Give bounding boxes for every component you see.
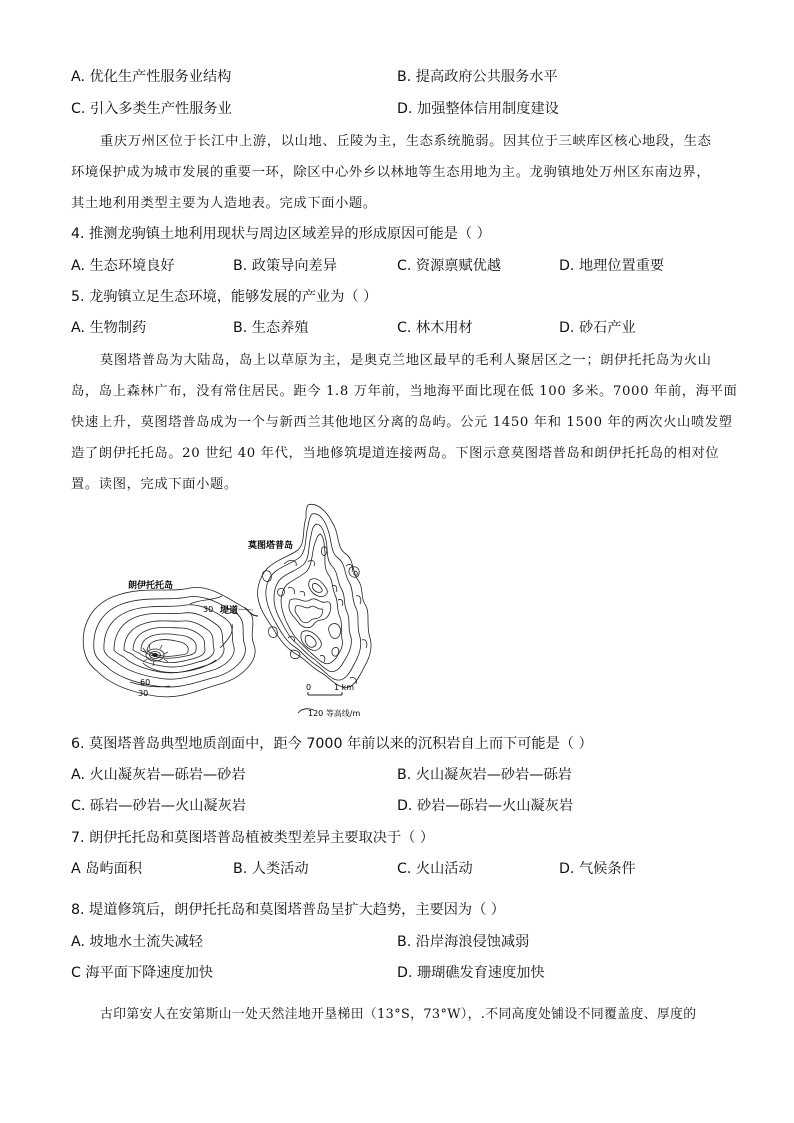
q5-option-b: B. 生态养殖 bbox=[233, 320, 309, 336]
passage2-line3: 快速上升，莫图塔普岛成为一个与新西兰其他地区分离的岛屿。公元 1450 年和 1500 年的两次火山喷发塑 bbox=[71, 415, 733, 430]
label-rangitoto: 朗伊托托岛 bbox=[128, 581, 174, 591]
q3-option-c: C. 引入多类生产性服务业 bbox=[71, 101, 232, 117]
q5-stem: 5. 龙驹镇立足生态环境，能够发展的产业为（ ） bbox=[71, 289, 378, 305]
q8-option-b: B. 沿岸海浪侵蚀减弱 bbox=[397, 934, 530, 950]
q4-option-c: C. 资源禀赋优越 bbox=[397, 258, 502, 274]
q7-stem: 7. 朗伊托托岛和莫图塔普岛植被类型差异主要取决于（ ） bbox=[71, 830, 435, 846]
contour-label-30-top: 30 bbox=[203, 605, 214, 614]
scale-zero-label: 0 bbox=[306, 683, 312, 692]
label-causeway: 堤道 bbox=[220, 606, 239, 616]
legend-label: 120 等高线/m bbox=[308, 709, 361, 718]
q7-option-c: C. 火山活动 bbox=[397, 861, 473, 877]
contour-label-60: 60 bbox=[140, 678, 151, 687]
q8-option-d: D. 珊瑚礁发育速度加快 bbox=[397, 965, 545, 981]
island-contour-map bbox=[70, 500, 390, 725]
passage1-line1: 重庆万州区位于长江中上游，以山地、丘陵为主，生态系统脆弱。因其位于三峡库区核心地段，生态 bbox=[100, 134, 712, 149]
q7-option-b: B. 人类活动 bbox=[233, 861, 309, 877]
q5-option-d: D. 砂石产业 bbox=[559, 320, 636, 336]
q8-stem: 8. 堤道修筑后，朗伊托托岛和莫图塔普岛呈扩大趋势，主要因为（ ） bbox=[71, 902, 505, 918]
q3-option-d: D. 加强整体信用制度建设 bbox=[397, 101, 559, 117]
scale-km-label: 1 km bbox=[334, 683, 355, 692]
passage2-line1: 莫图塔普岛为大陆岛，岛上以草原为主，是奥克兰地区最早的毛利人聚居区之一；朗伊托托岛为火山 bbox=[100, 353, 712, 368]
q7-option-a: A 岛屿面积 bbox=[71, 861, 142, 877]
q4-option-d: D. 地理位置重要 bbox=[559, 258, 665, 274]
passage1-line3: 其土地利用类型主要为人造地表。完成下面小题。 bbox=[71, 196, 377, 211]
q6-option-d: D. 砂岩—砾岩—火山凝灰岩 bbox=[397, 798, 574, 814]
q8-option-c: C 海平面下降速度加快 bbox=[71, 965, 214, 981]
q6-option-c: C. 砾岩—砂岩—火山凝灰岩 bbox=[71, 798, 246, 814]
q4-stem: 4. 推测龙驹镇土地利用现状与周边区域差异的形成原因可能是（ ） bbox=[71, 226, 491, 242]
passage2-line4: 造了朗伊托托岛。20 世纪 40 年代，当地修筑堤道连接两岛。下图示意莫图塔普岛和朗伊托托岛的相对位 bbox=[71, 446, 720, 461]
q4-option-a: A. 生态环境良好 bbox=[71, 258, 175, 274]
passage1-line2: 环境保护成为城市发展的重要一环，除区中心外乡以林地等生态用地为主。龙驹镇地处万州区东南边界， bbox=[71, 165, 711, 180]
q8-option-a: A. 坡地水土流失减轻 bbox=[71, 934, 203, 950]
motutapu-contours bbox=[258, 504, 371, 687]
q6-option-a: A. 火山凝灰岩—砾岩—砂岩 bbox=[71, 767, 246, 783]
q6-option-b: B. 火山凝灰岩—砂岩—砾岩 bbox=[397, 767, 572, 783]
q5-option-a: A. 生物制药 bbox=[71, 320, 147, 336]
q3-option-b: B. 提高政府公共服务水平 bbox=[397, 69, 558, 85]
q3-option-a: A. 优化生产性服务业结构 bbox=[71, 69, 232, 85]
contour-label-30-bottom: 30 bbox=[138, 689, 149, 698]
q6-stem: 6. 莫图塔普岛典型地质剖面中，距今 7000 年前以来的沉积岩自上而下可能是（ ） bbox=[71, 736, 593, 752]
passage2-line2: 岛，岛上森林广布，没有常住居民。距今 1.8 万年前，当地海平面比现在低 100 多米。7000 年前，海平面 bbox=[71, 384, 738, 399]
scale-bar bbox=[308, 692, 342, 695]
q5-option-c: C. 林木用材 bbox=[397, 320, 473, 336]
passage2-line5: 置。读图，完成下面小题。 bbox=[71, 477, 238, 492]
rangitoto-contours bbox=[83, 587, 255, 697]
q7-option-d: D. 气候条件 bbox=[559, 861, 636, 877]
label-motutapu: 莫图塔普岛 bbox=[248, 541, 294, 551]
q4-option-b: B. 政策导向差异 bbox=[233, 258, 337, 274]
passage3-line1: 古印第安人在安第斯山一处天然洼地开垦梯田（13°S，73°W），.不同高度处铺设不同覆盖度、厚度的 bbox=[100, 1007, 697, 1022]
